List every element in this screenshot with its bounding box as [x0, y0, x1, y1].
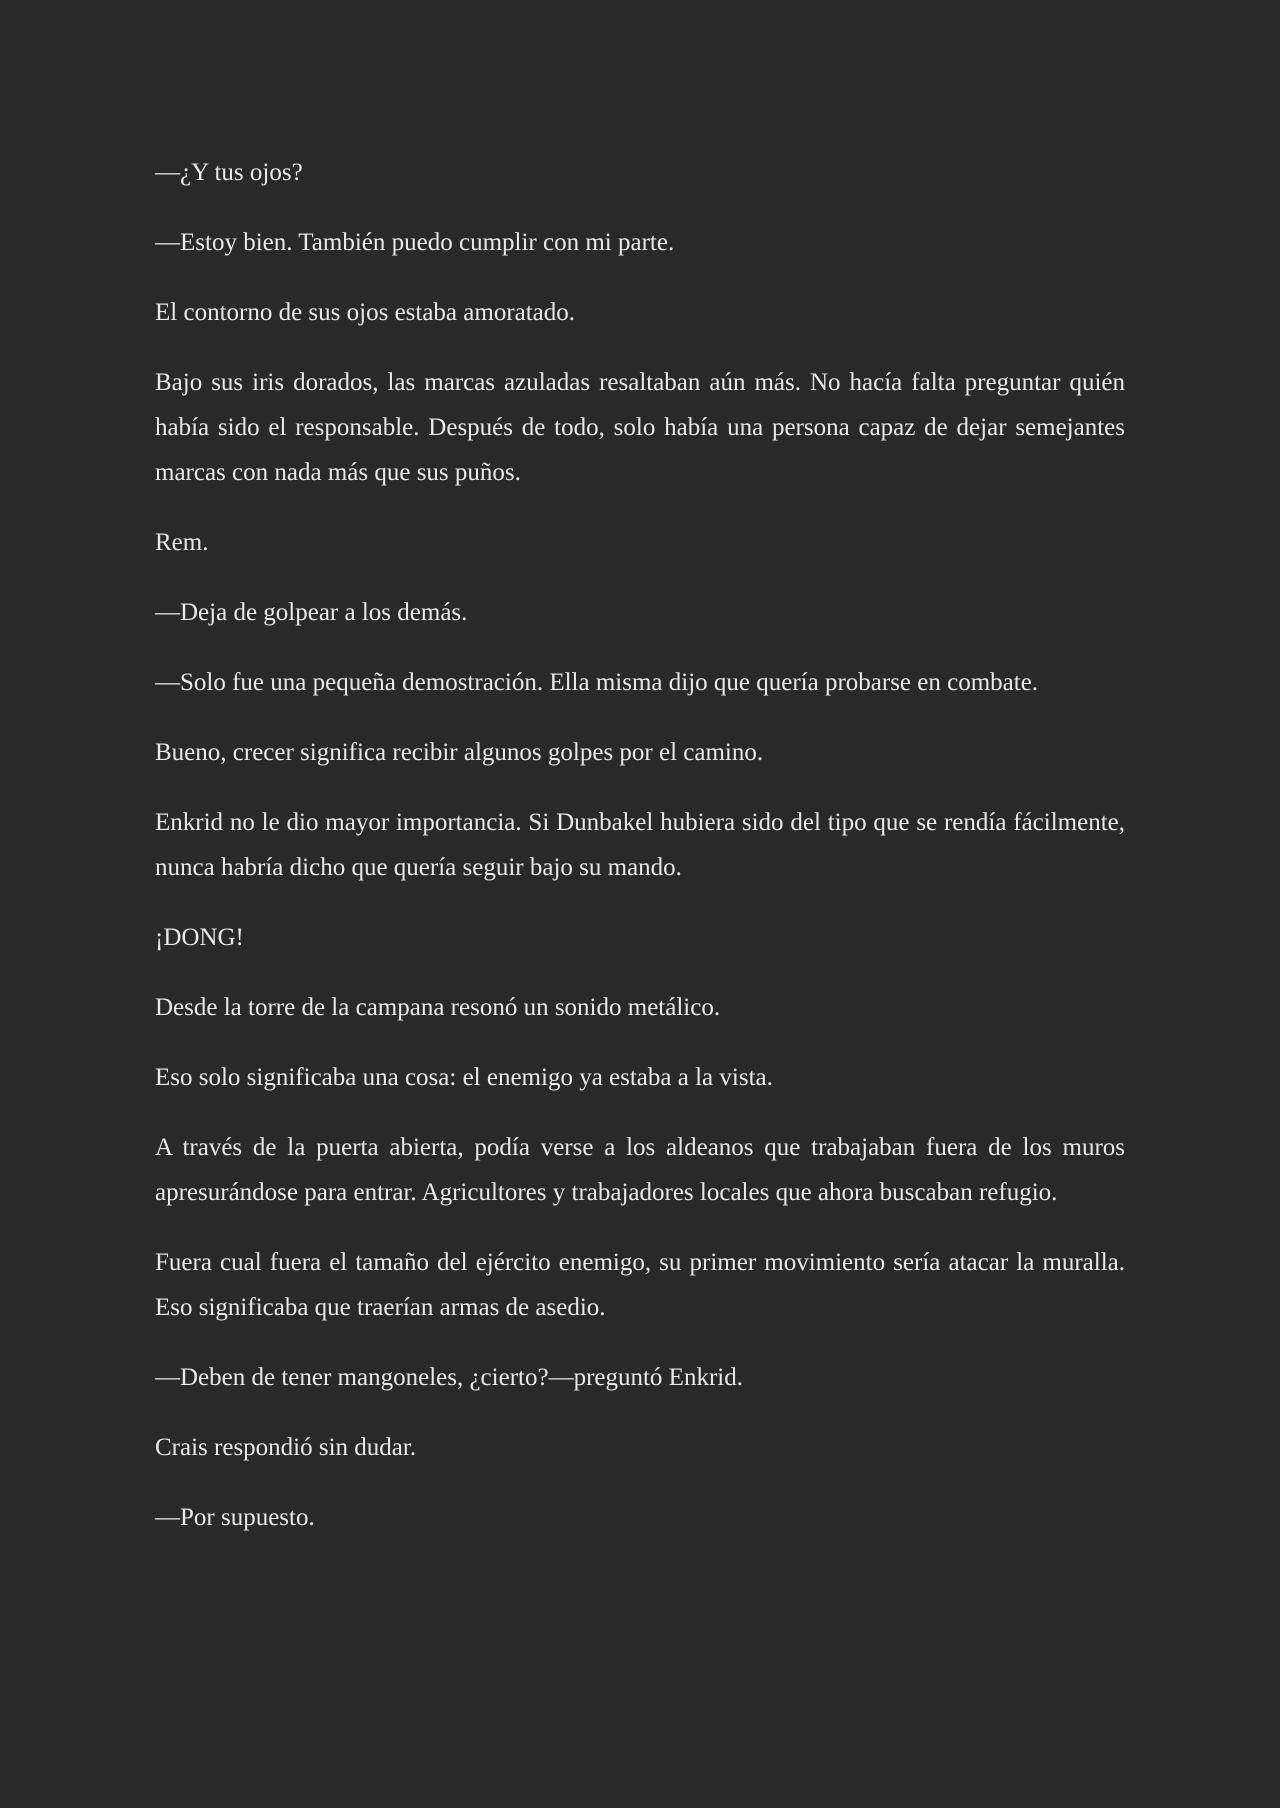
paragraph-narration: Rem.	[155, 529, 209, 556]
paragraph-dialogue: —Estoy bien. También puedo cumplir con mi parte.	[155, 229, 675, 256]
paragraph-narration: El contorno de sus ojos estaba amoratado.	[155, 299, 576, 326]
paragraph-narration: Crais respondió sin dudar.	[155, 1434, 417, 1461]
paragraph-narration: Desde la torre de la campana resonó un sonido metálico.	[155, 994, 721, 1021]
paragraph-narration: Bajo sus iris dorados, las marcas azuladas resaltaban aún más. No hacía falta preguntar quién había sido el responsable. Después de todo, solo había una persona capaz de dejar semejantes marcas con nada más que sus puños.	[155, 369, 1125, 486]
paragraph-dialogue: —Deja de golpear a los demás.	[155, 599, 468, 626]
paragraph-narration: Fuera cual fuera el tamaño del ejército enemigo, su primer movimiento sería atacar la muralla. Eso significaba que traerían armas de asedio.	[155, 1249, 1125, 1321]
paragraph-narration: A través de la puerta abierta, podía verse a los aldeanos que trabajaban fuera de los muros apresurándose para entrar. Agricultores y trabajadores locales que ahora buscaban refugio.	[155, 1134, 1125, 1206]
reading-pane	[155, 150, 1125, 1565]
paragraph-narration: Enkrid no le dio mayor importancia. Si Dunbakel hubiera sido del tipo que se rendía fácilmente, nunca habría dicho que quería seguir bajo su mando.	[155, 809, 1125, 881]
paragraph-narration: Bueno, crecer significa recibir algunos golpes por el camino.	[155, 739, 764, 766]
paragraph-dialogue: —Solo fue una pequeña demostración. Ella misma dijo que quería probarse en combate.	[155, 669, 1039, 696]
paragraph-dialogue: —Deben de tener mangoneles, ¿cierto?—preguntó Enkrid.	[155, 1364, 743, 1391]
paragraph-dialogue: —Por supuesto.	[155, 1504, 315, 1531]
paragraph-sound-effect: ¡DONG!	[155, 924, 244, 951]
paragraph-narration: Eso solo significaba una cosa: el enemigo ya estaba a la vista.	[155, 1064, 773, 1091]
paragraph-dialogue: —¿Y tus ojos?	[155, 159, 303, 186]
